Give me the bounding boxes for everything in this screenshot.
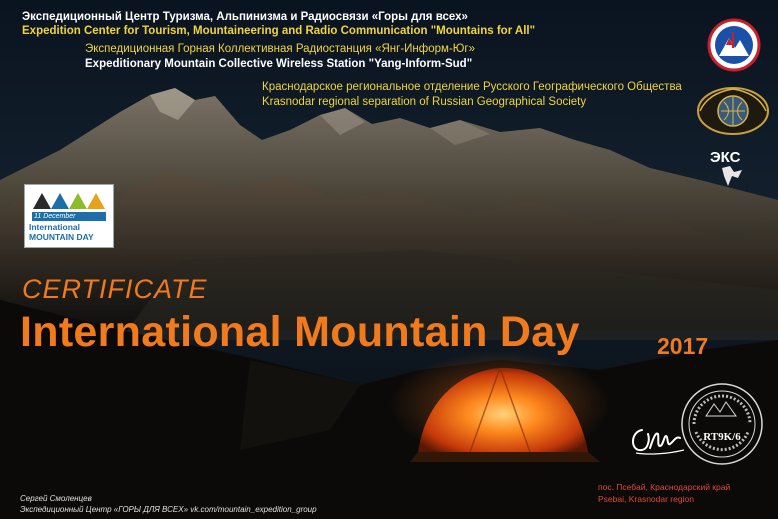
- header-line1-ru: Экспедиционный Центр Туризма, Альпинизма и Радиосвязи «Горы для всех»: [22, 11, 468, 23]
- event-title: International Mountain Day: [20, 308, 580, 356]
- imd-line2: MOUNTAIN DAY: [29, 232, 94, 242]
- international-mountain-day-logo: [24, 184, 114, 248]
- header-line2-en: Expeditionary Mountain Collective Wireless Station "Yang-Inform-Sud": [85, 58, 473, 70]
- geographical-society-emblem: [696, 85, 770, 137]
- header-line3-ru: Краснодарское региональное отделение Русского Географического Общества: [262, 81, 682, 93]
- location-en: Psebai, Krasnodar region: [598, 494, 694, 504]
- organization-link[interactable]: Экспедиционный Центр «ГОРЫ ДЛЯ ВСЕХ» vk.com/mountain_expedition_group: [20, 505, 317, 514]
- mountains-for-all-emblem: [707, 18, 761, 72]
- certificate-label: CERTIFICATE: [22, 274, 208, 304]
- signature: [628, 422, 688, 458]
- header-line3-en: Krasnodar regional separation of Russian Geographical Society: [262, 96, 587, 108]
- stamp-callsign: RT9K/6: [703, 431, 741, 443]
- location-ru: пос. Псебай, Краснодарский край: [598, 482, 731, 492]
- header-line2-ru: Экспедиционная Горная Коллективная Радиостанция «Янг-Информ-Юг»: [85, 43, 475, 55]
- event-year: 2017: [657, 333, 709, 359]
- photo-author: Сергей Смоленцев: [20, 494, 92, 503]
- mountain-triangles-icon: [31, 189, 107, 211]
- imd-line1: International: [29, 222, 81, 232]
- station-stamp: [680, 382, 764, 466]
- eks-logo: [708, 146, 758, 190]
- imd-date: 11 December: [32, 212, 106, 221]
- eks-logo-text: ЭКС: [710, 149, 741, 166]
- header-line1-en: Expedition Center for Tourism, Mountaineering and Radio Communication "Mountains for All": [22, 25, 536, 37]
